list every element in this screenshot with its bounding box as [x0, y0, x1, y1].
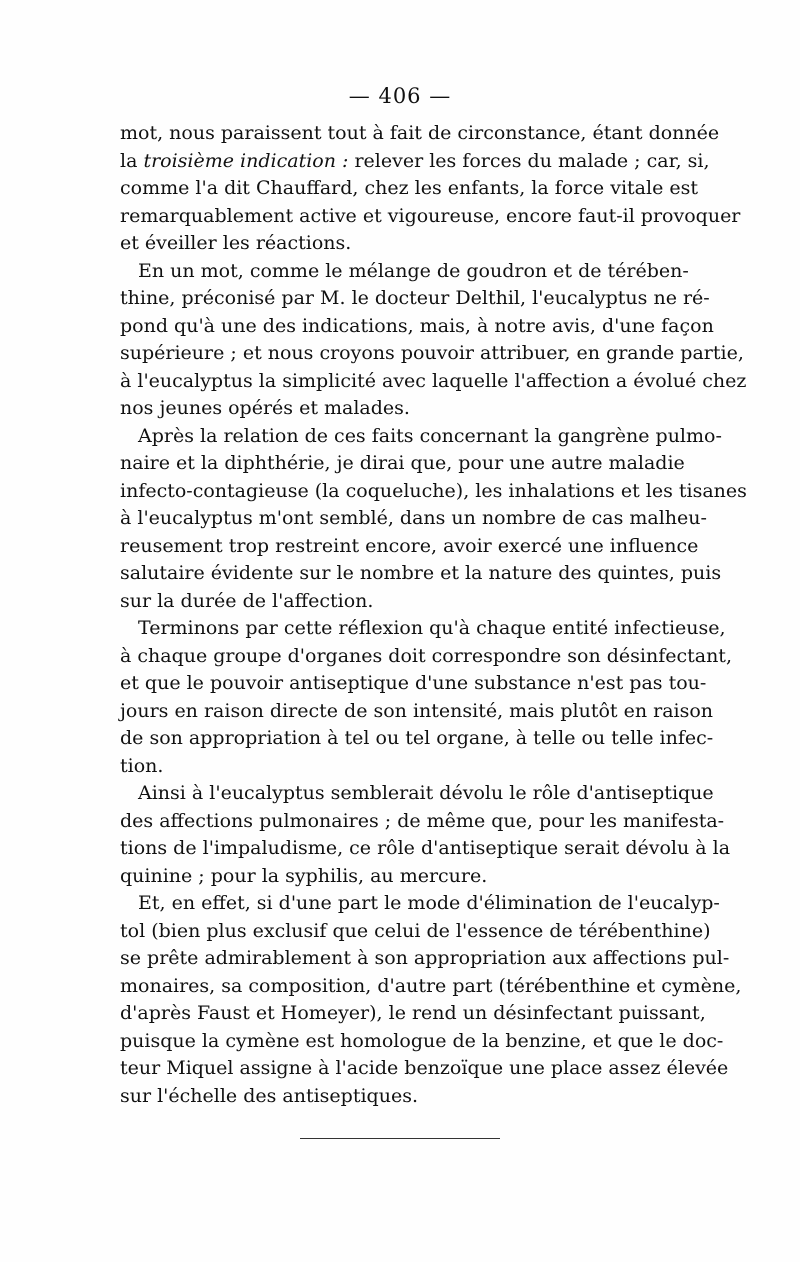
- text-line: à l'eucalyptus la simplicité avec laquelle l'affection a évolué chez: [120, 369, 747, 392]
- page-number: — 406 —: [348, 84, 452, 108]
- text-line: puisque la cymène est homologue de la benzine, et que le doc-: [120, 1029, 724, 1052]
- text-line: nos jeunes opérés et malades.: [120, 397, 410, 419]
- text-line: tol (bien plus exclusif que celui de l'essence de térébenthine): [120, 919, 711, 942]
- italic-phrase: troisième indication :: [143, 149, 349, 172]
- text-line: monaires, sa composition, d'autre part (térébenthine et cymène,: [120, 974, 742, 997]
- text-line: supérieure ; et nous croyons pouvoir attribuer, en grande partie,: [120, 342, 744, 364]
- text-line: reusement trop restreint encore, avoir exercé une influence: [120, 534, 699, 557]
- text-line: [120, 148, 710, 176]
- text-line: Et, en effet, si d'une part le mode d'élimination de l'eucalyp-: [138, 892, 720, 914]
- text-segment: la: [120, 149, 144, 172]
- text-line: comme l'a dit Chauffard, chez les enfants, la force vitale est: [120, 177, 698, 199]
- text-line: quinine ; pour la syphilis, au mercure.: [120, 864, 488, 887]
- end-rule: [300, 1138, 500, 1139]
- text-line: des affections pulmonaires ; de même que, pour les manifesta-: [120, 809, 725, 832]
- body-text: [120, 120, 747, 1110]
- text-line: jours en raison directe de son intensité, mais plutôt en raison: [120, 699, 714, 722]
- text-line: et que le pouvoir antiseptique d'une substance n'est pas tou-: [120, 672, 707, 694]
- text-line: thine, préconisé par M. le docteur Delthil, l'eucalyptus ne ré-: [120, 287, 710, 309]
- text-line: mot, nous paraissent tout à fait de circonstance, étant donnée: [120, 122, 720, 144]
- text-line: Ainsi à l'eucalyptus semblerait dévolu le rôle d'antiseptique: [138, 782, 714, 804]
- text-line: tion.: [120, 754, 164, 777]
- text-line: teur Miquel assigne à l'acide benzoïque une place assez élevée: [120, 1057, 729, 1079]
- text-line: infecto-contagieuse (la coqueluche), les inhalations et les tisanes: [120, 479, 747, 502]
- text-line: pond qu'à une des indications, mais, à notre avis, d'une façon: [120, 314, 714, 337]
- text-line: de son appropriation à tel ou tel organe, à telle ou telle infec-: [120, 727, 714, 749]
- text-line: sur la durée de l'affection.: [120, 589, 374, 612]
- text-line: tions de l'impaludisme, ce rôle d'antiseptique serait dévolu à la: [120, 837, 731, 859]
- text-line: sur l'échelle des antiseptiques.: [120, 1084, 418, 1107]
- text-line: se prête admirablement à son appropriation aux affections pul-: [120, 947, 730, 969]
- text-line: et éveiller les réactions.: [120, 232, 352, 254]
- text-line: à l'eucalyptus m'ont semblé, dans un nombre de cas malheu-: [120, 507, 707, 529]
- text-line: Terminons par cette réflexion qu'à chaque entité infectieuse,: [138, 617, 726, 639]
- text-line: à chaque groupe d'organes doit correspondre son désinfectant,: [120, 644, 732, 667]
- text-line: salutaire évidente sur le nombre et la nature des quintes, puis: [120, 562, 722, 584]
- text-line: remarquablement active et vigoureuse, encore faut-il provoquer: [120, 204, 741, 227]
- text-line: naire et la diphthérie, je dirai que, pour une autre maladie: [120, 452, 685, 474]
- text-segment: relever les forces du malade ; car, si,: [348, 149, 710, 172]
- text-line: En un mot, comme le mélange de goudron et de térében-: [138, 259, 689, 282]
- text-line: d'après Faust et Homeyer), le rend un désinfectant puissant,: [120, 1002, 706, 1024]
- text-line: Après la relation de ces faits concernant la gangrène pulmo-: [138, 424, 722, 447]
